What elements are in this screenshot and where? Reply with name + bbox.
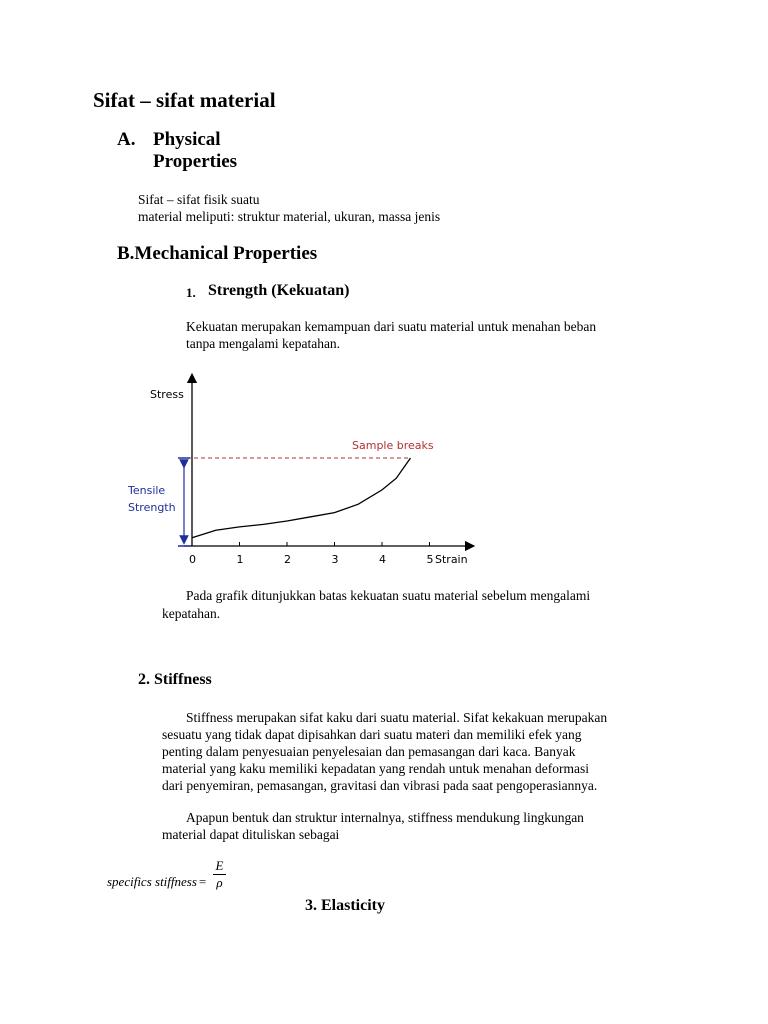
page-title: Sifat – sifat material [93, 88, 276, 112]
sample-breaks-label: Sample breaks [352, 439, 434, 452]
elasticity-heading: 3. Elasticity [305, 897, 385, 914]
formula-equals: = [198, 874, 207, 889]
section-a-body-line2: material meliputi: struktur material, ukuran, massa jenis [138, 209, 441, 224]
stiffness-paragraph-2 [162, 809, 584, 843]
section-b-title: B.Mechanical Properties [117, 243, 318, 264]
strength-caption-line2: kepatahan. [162, 606, 221, 621]
stiffness-p1-line: sesuatu yang tidak dapat dipisahkan dari suatu materi dan memiliki efek yang [162, 727, 582, 742]
x-axis-label: Strain [435, 553, 468, 566]
tensile-label-line2: Strength [128, 501, 176, 514]
tensile-label-line1: Tensile [128, 484, 166, 497]
stiffness-p1-line: penting dalam penyesuaian penyelesaian dan pemasangan dari kaca. Banyak [162, 744, 576, 759]
strength-heading: Strength (Kekuatan) [208, 282, 350, 299]
strength-desc-line2: tanpa mengalami kepatahan. [186, 336, 341, 351]
stress-strain-curve [192, 458, 411, 538]
formula-fraction [213, 858, 227, 891]
stiffness-p2-line: Apapun bentuk dan struktur internalnya, stiffness mendukung lingkungan [186, 810, 584, 825]
x-tick-label: 3 [331, 553, 339, 566]
section-a-title-line1: Physical [153, 129, 221, 150]
stiffness-paragraph-1 [162, 709, 607, 794]
strength-description [186, 318, 596, 352]
x-tick-label: 4 [379, 553, 386, 566]
section-a-letter: A. [117, 129, 136, 150]
formula-numerator: E [215, 858, 224, 873]
x-tick-label: 5 [426, 553, 434, 566]
specific-stiffness-formula [107, 858, 226, 891]
formula-denominator: ρ [213, 874, 227, 891]
stiffness-p1-line: dari penyemiran, pemasangan, gravitasi dan vibrasi pada saat pengoperasiannya. [162, 778, 598, 793]
stress-strain-chart [120, 370, 480, 570]
x-tick-label: 1 [236, 553, 244, 566]
stiffness-p1-line: Stiffness merupakan sifat kaku dari suatu material. Sifat kekakuan merupakan [186, 710, 608, 725]
strength-number: 1. [186, 285, 196, 300]
stiffness-p2-line: material dapat dituliskan sebagai [162, 827, 340, 842]
x-tick-label: 2 [284, 553, 291, 566]
formula-lhs: specifics stiffness [107, 874, 197, 889]
x-tick-label: 0 [189, 553, 196, 566]
stiffness-heading: 2. Stiffness [138, 671, 212, 688]
strength-caption-line1: Pada grafik ditunjukkan batas kekuatan suatu material sebelum mengalami [186, 588, 591, 603]
section-a-body [138, 191, 440, 225]
stiffness-p1-line: material yang kaku memiliki kepadatan yang rendah untuk menahan deformasi [162, 761, 589, 776]
section-a-title-line2: Properties [153, 151, 238, 172]
section-a-body-line1: Sifat – sifat fisik suatu [138, 192, 260, 207]
section-a-title [153, 129, 273, 173]
strength-desc-line1: Kekuatan merupakan kemampuan dari suatu material untuk menahan beban [186, 319, 597, 334]
y-axis-label: Stress [150, 388, 184, 401]
